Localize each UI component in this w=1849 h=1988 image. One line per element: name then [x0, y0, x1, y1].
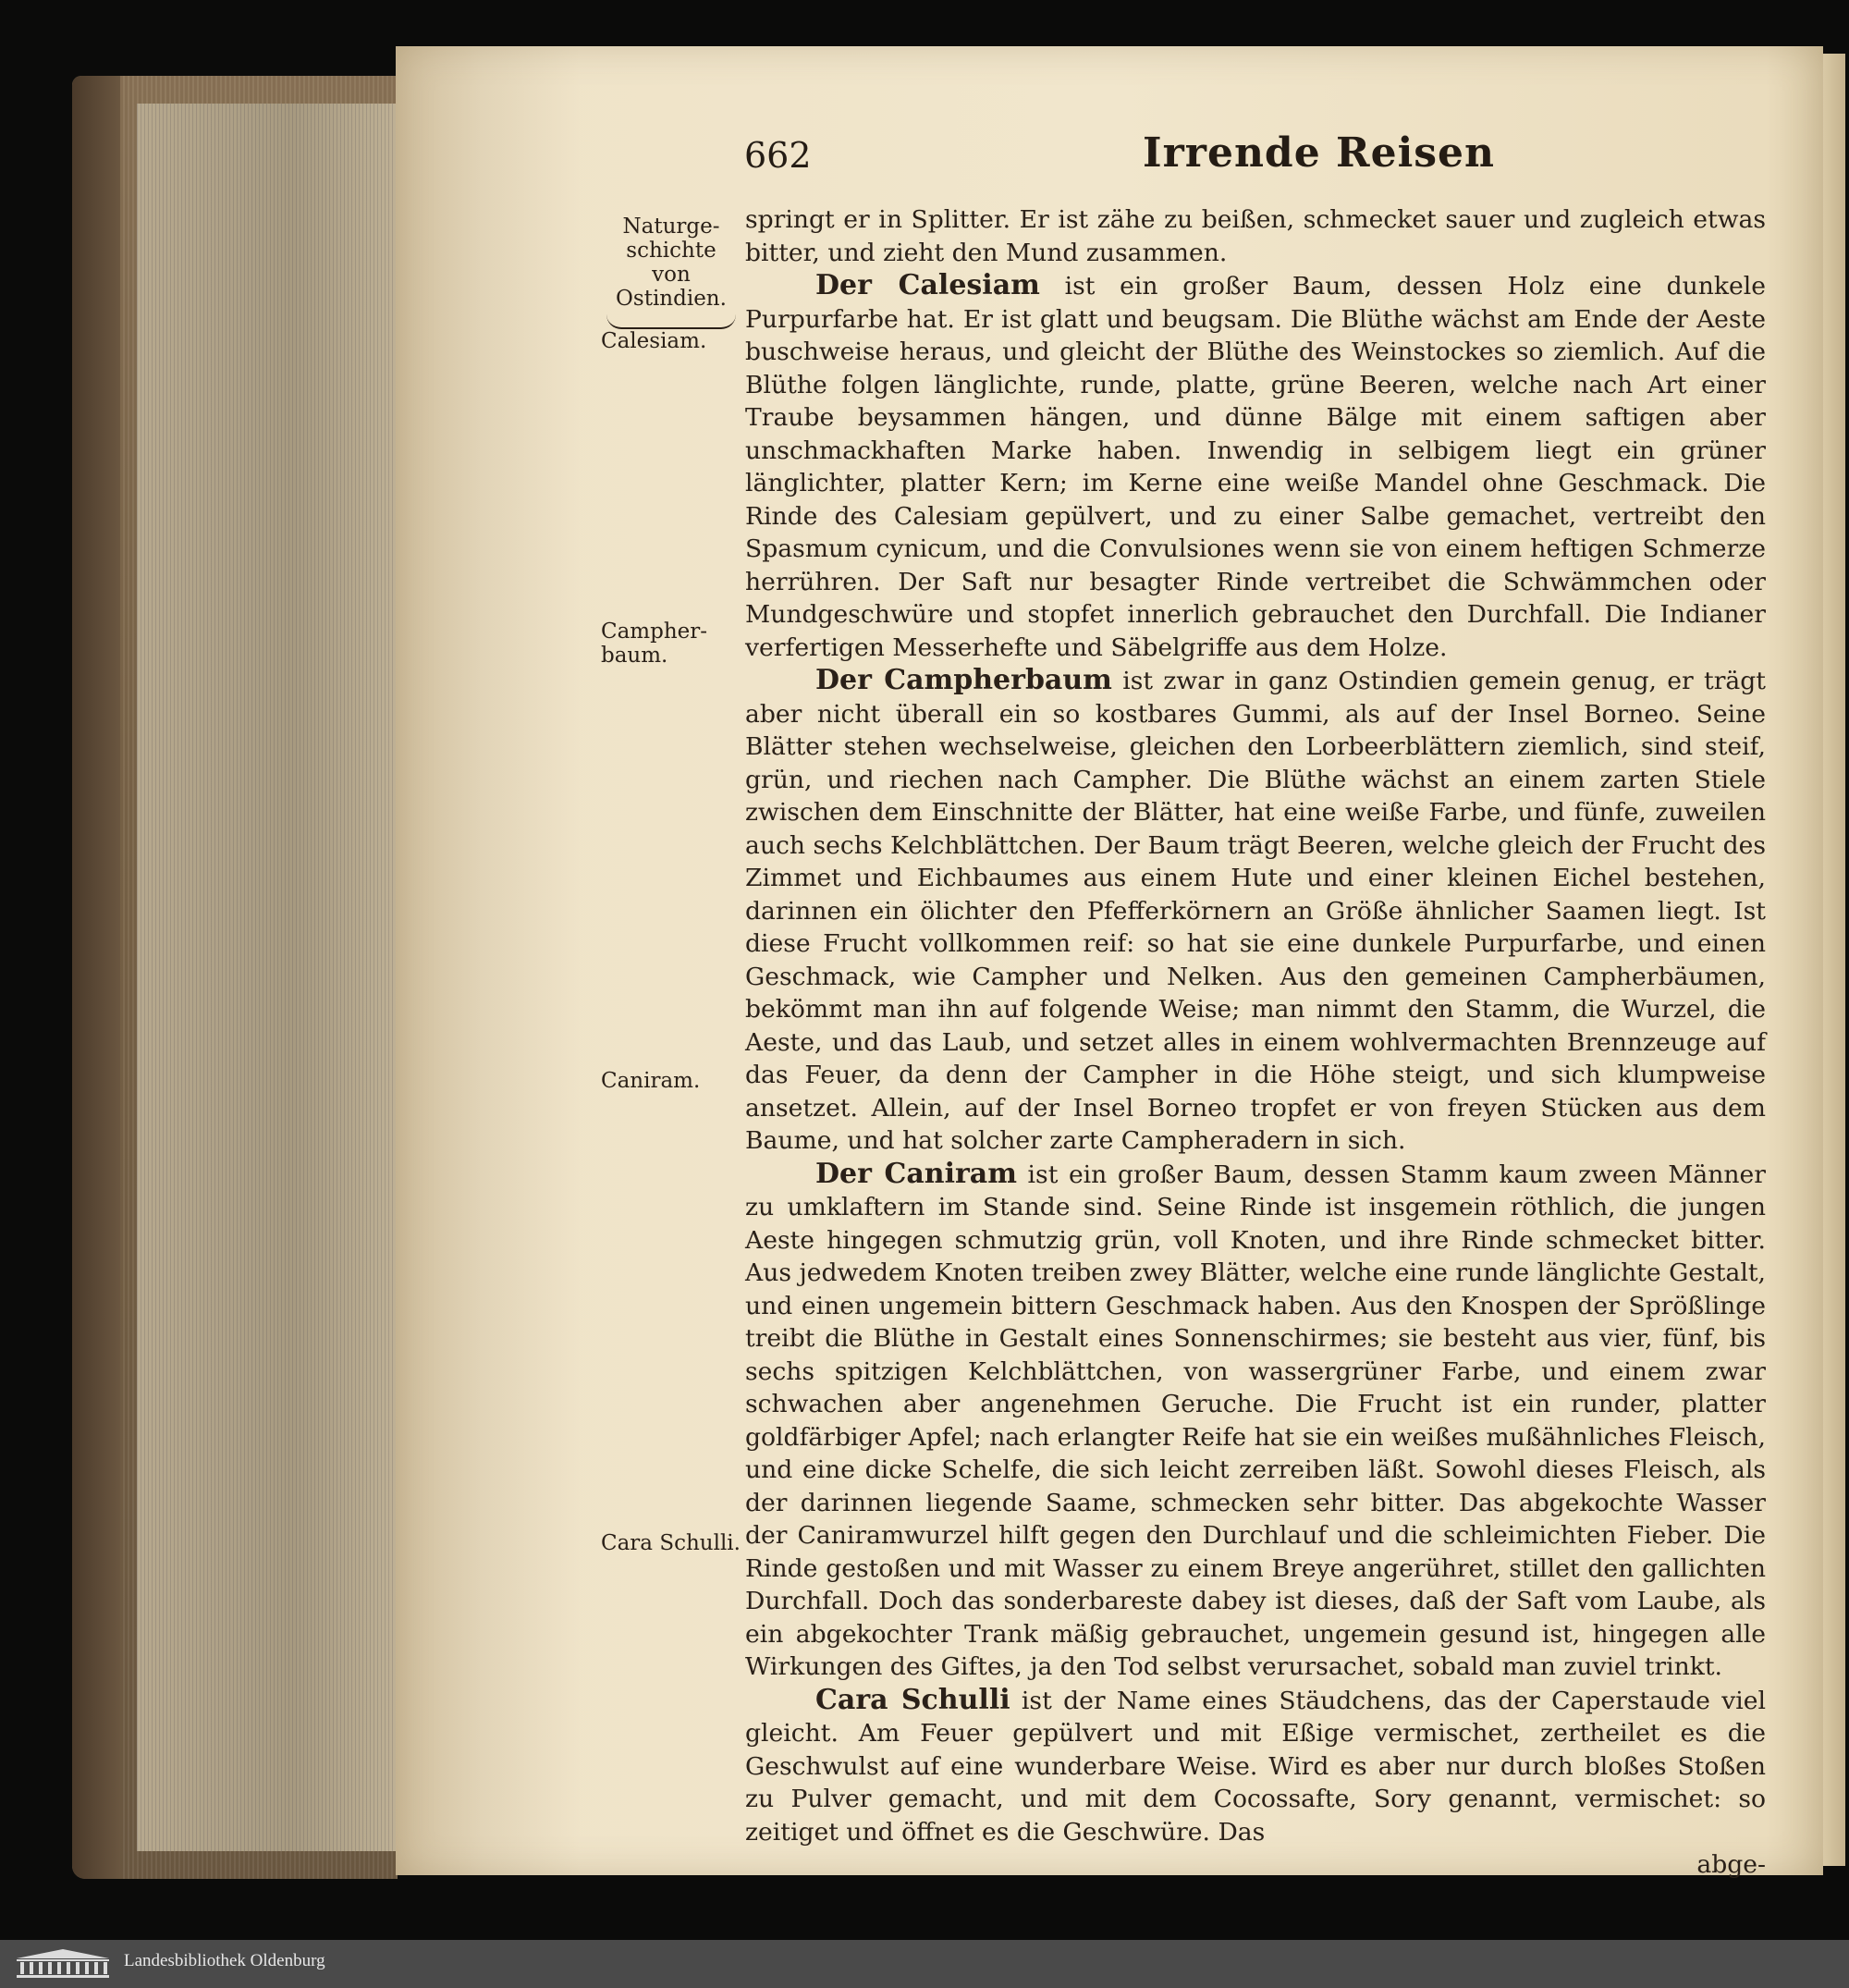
text-caniram: ist ein großer Baum, dessen Stamm kaum zween Männer zu umklaftern im Stande sind. Seine Rinde ist insgemein röthlich, die jungen Aeste hingegen schmutzig grün, voll Knoten, und ihre Rinde schmecket bitter. Aus jedwedem Knoten treiben zwey Blätter, welche eine runde länglichte Gestalt, und einen ungemein bittern Geschmack haben. Aus den Knospen der Sprößlinge treibt die Blüthe in Gestalt eines Sonnenschirmes; sie besteht aus vier, fünf, bis sechs spitzigen Kelchblättchen, von wassergrüner Farbe, und einem zwar schwachen aber angenehmen Geruche. Die Frucht ist ein runder, platter goldfärbiger Apfel; nach erlangter Reife hat sie ein weißes mußähnliches Fleisch, und eine dicke Schelfe, die sich leicht zerreiben läßt. Sowohl dieses Fleisch, als der darinnen liegende Saame, schmecken sehr bitter. Das abgekochte Wasser der Caniramwurzel hilft gegen den Durchlauf und die schleimichten Fieber. Die Rinde gestoßen und mit Wasser zu einem Breye angerühret, stillet den gallichten Durchfall. Doch das sonderbareste dabey ist dieses, daß der Saft vom Laube, als ein abgekochter Trank mäßig gebrauchet, ungemein gesund ist, hingegen alle Wirkungen des Giftes, ja den Tod selbst verursachet, sobald man zuviel trinkt. — [745, 1160, 1766, 1681]
margin-note-calesiam: Calesiam. — [601, 329, 707, 353]
margin-note-section — [606, 215, 736, 329]
book-page-edges — [72, 76, 398, 1879]
next-page-edge — [1823, 54, 1845, 1866]
library-building-icon — [13, 1947, 113, 1981]
paragraph-1: springt er in Splitter. Er ist zähe zu beißen, schmecket sauer und zugleich etwas bitter, und zieht den Mund zusammen. — [745, 205, 1766, 267]
paragraph-calesiam — [745, 269, 1766, 664]
footer-bar — [0, 1940, 1849, 1988]
text-cara-schulli: ist der Name eines Stäudchens, das der Caperstaude viel gleicht. Am Feuer gepülvert und mit Eßige vermischet, zertheilet es die Geschwulst auf eine wunderbare Weise. Wird es aber nur durch bloßes Stoßen zu Pulver gemacht, und mit dem Cocossafte, Sory genannt, vermischet: so zeitiget und öffnet es die Geschwüre. Das — [745, 1686, 1766, 1847]
running-head: Irrende Reisen — [1143, 129, 1496, 177]
marbled-page-edges — [137, 104, 398, 1851]
lead-campherbaum: Der Campherbaum — [815, 664, 1112, 696]
paragraph-campherbaum — [745, 664, 1766, 1158]
book-cover-edge — [72, 76, 120, 1879]
text-campherbaum: ist zwar in ganz Ostindien gemein genug, er trägt aber nicht überall ein so kostbares Gummi, als auf der Insel Borneo. Seine Blätter stehen wechselweise, gleichen den Lorbeerblättern ziemlich, sind steif, grün, und riechen nach Campher. Die Blüthe wächst an einem zarten Stiele zwischen dem Einschnitte der Blätter, hat eine weiße Farbe, und fünfe, zuweilen auch sechs Kelchblättchen. Der Baum trägt Beeren, welche gleich der Frucht des Zimmet und Eichbaumes aus einem Hute und einer kleinen Eichel bestehen, darinnen ein ölichter den Pfefferkörnern an Größe ähnlicher Saamen liegt. Ist diese Frucht vollkommen reif: so hat sie eine dunkele Purpurfarbe, und einen Geschmack, wie Campher und Nelken. Aus den gemeinen Campherbäumen, bekömmt man ihn auf folgende Weise; man nimmt den Stamm, die Wurzel, die Aeste, und das Laub, und setzet alles in einem wohlvermachten Brennzeuge auf das Feuer, da denn der Campher in die Höhe steigt, und sich klumpweise ansetzet. Allein, auf der Insel Borneo tropfet er von freyen Stücken aus dem Baume, und hat solcher zarte Campheradern in sich. — [745, 667, 1766, 1155]
lead-cara-schulli: Cara Schulli — [815, 1683, 1010, 1716]
margin-note-caniram: Caniram. — [601, 1069, 701, 1093]
margin-note-section-text: Naturge-schichte von Ostindien. — [616, 215, 727, 311]
lead-caniram: Der Caniram — [815, 1157, 1017, 1190]
library-name: Landesbibliothek Oldenburg — [124, 1951, 325, 1970]
page-gutter-shadow — [396, 46, 581, 1875]
paragraph-cara-schulli — [745, 1684, 1766, 1849]
margin-note-campherbaum: Campher-baum. — [601, 620, 708, 668]
paragraph-caniram — [745, 1158, 1766, 1684]
brace-icon — [606, 314, 736, 329]
page-number: 662 — [744, 135, 812, 176]
lead-calesiam: Der Calesiam — [815, 269, 1040, 301]
margin-note-cara-schulli: Cara Schulli. — [601, 1531, 741, 1555]
catchword: abge- — [1696, 1850, 1766, 1879]
body-text — [745, 203, 1766, 1882]
text-calesiam: ist ein großer Baum, dessen Holz eine dunkele Purpurfarbe hat. Er ist glatt und beugsam. Die Blüthe wächst am Ende der Aeste buschweise heraus, und gleicht der Blüthe des Weinstockes so ziemlich. Auf die Blüthe folgen länglichte, runde, platte, grüne Beeren, welche nach Art einer Traube beysammen hängen, und dünne Bälge mit einem saftigen aber unschmackhaften Marke haben. Inwendig in selbigem liegt ein grüner länglichter, platter Kern; im Kerne eine weiße Mandel ohne Geschmack. Die Rinde des Calesiam gepülvert, und zu einer Salbe gemachet, vertreibt den Spasmum cynicum, und die Convulsiones wenn sie von einem heftigen Schmerze herrühren. Der Saft nur besagter Rinde vertreibet die Schwämmchen oder Mundgeschwüre und stopfet innerlich gebrauchet den Durchfall. Die Indianer verfertigen Messerhefte und Säbelgriffe aus dem Holze. — [745, 272, 1766, 662]
